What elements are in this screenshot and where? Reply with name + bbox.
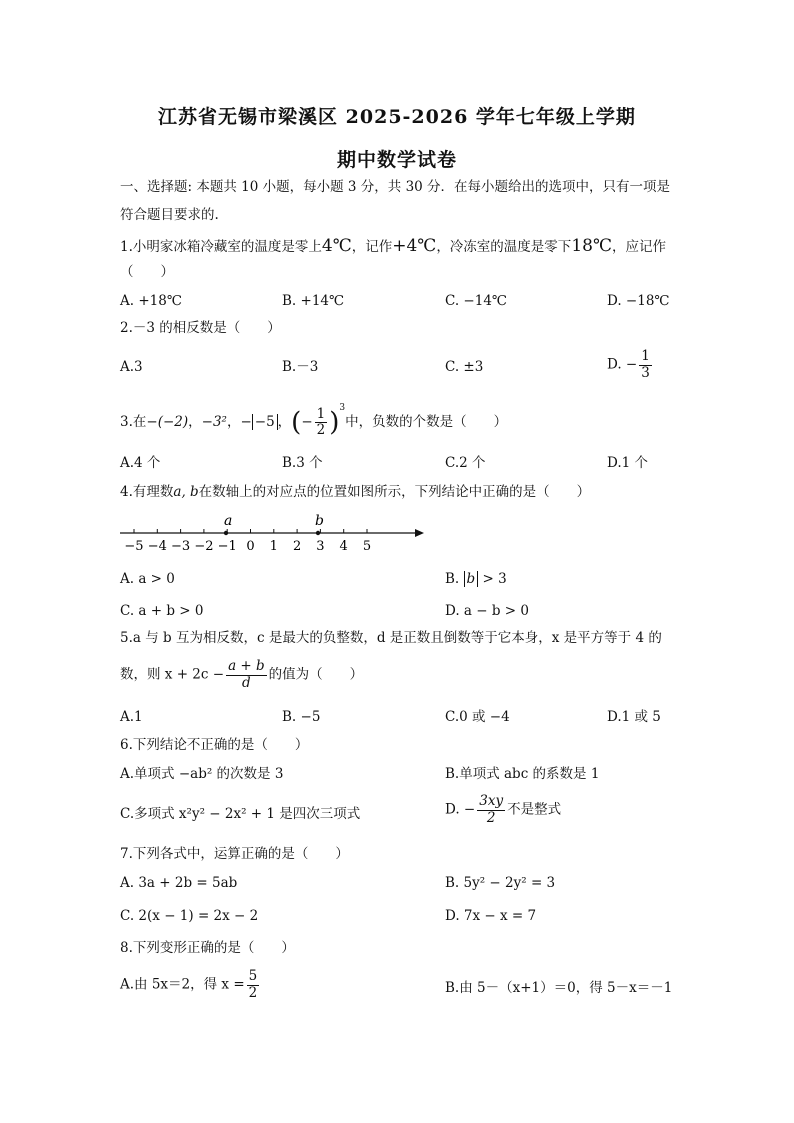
tick-label: 4 bbox=[339, 539, 348, 554]
q2-option-c[interactable]: C. ±3 bbox=[445, 359, 484, 375]
fraction-numerator: 3xy bbox=[479, 793, 504, 809]
q5-option-c[interactable]: C.0 或 −4 bbox=[445, 709, 510, 725]
q3-option-a[interactable]: A.4 个 bbox=[120, 455, 161, 471]
q4-part2: 在数轴上的对应点的位置如图所示，下列结论中正确的是（ ） bbox=[198, 484, 591, 500]
q4-option-d[interactable]: D. a − b > 0 bbox=[445, 603, 529, 619]
q2-option-a[interactable]: A.3 bbox=[120, 359, 143, 375]
q4-option-b[interactable] bbox=[445, 573, 507, 587]
q5-expression-prefix: 数，则 x + 2c − bbox=[120, 666, 225, 683]
q3-expr4-exponent: 3 bbox=[339, 403, 346, 413]
q3-expr3-abs: −5 bbox=[252, 414, 278, 430]
tick-label: 3 bbox=[316, 539, 325, 554]
q6-option-d-prefix: D. − bbox=[445, 801, 476, 818]
section-instructions-line1: 一、选择题: 本题共 10 小题，每小题 3 分，共 30 分．在每小题给出的选项中，只有一项是 bbox=[120, 179, 671, 195]
q6-option-a[interactable]: A.单项式 −ab² 的次数是 3 bbox=[120, 766, 284, 782]
q3-part1: 3.在 bbox=[120, 414, 147, 430]
q5-clause-c: c 是最大的负整数， bbox=[256, 630, 377, 646]
q1-option-c[interactable]: C. −14℃ bbox=[445, 293, 508, 309]
fraction-numerator: 1 bbox=[641, 348, 650, 364]
q1-part1: 1.小明家冰箱冷藏室的温度是零上 bbox=[120, 239, 322, 255]
q3-part2: 中，负数的个数是（ ） bbox=[345, 414, 508, 430]
q1-part4: ，应记作 bbox=[611, 239, 666, 255]
q3-sep2: ， bbox=[226, 414, 241, 430]
q4-part1: 4.有理数 bbox=[120, 484, 174, 500]
page-title: 江苏省无锡市梁溪区 2025-2026 学年七年级上学期 bbox=[158, 106, 636, 128]
question-1-stem bbox=[120, 238, 666, 255]
section-instructions-line2: 符合题目要求的. bbox=[120, 207, 219, 223]
q5-clause-d: d 是正数且倒数等于它本身， bbox=[376, 630, 552, 646]
q3-expr3-sign: − bbox=[240, 414, 252, 430]
question-5-line1 bbox=[120, 632, 662, 646]
q5-expression-suffix: 的值为（ ） bbox=[268, 666, 364, 683]
page-subtitle: 期中数学试卷 bbox=[336, 149, 457, 171]
question-4-stem bbox=[120, 486, 590, 500]
number-line-figure bbox=[115, 508, 425, 558]
question-7-stem: 7.下列各式中，运算正确的是（ ） bbox=[120, 846, 349, 862]
q3-expr2: −3² bbox=[201, 414, 227, 430]
q1-option-a[interactable]: A. +18℃ bbox=[120, 293, 182, 309]
q6-option-c[interactable]: C.多项式 x²y² − 2x² + 1 是四次三项式 bbox=[120, 806, 361, 822]
q8-option-a-fraction bbox=[247, 970, 260, 1000]
fraction-denominator: 3 bbox=[641, 364, 650, 381]
q4-option-b-suffix: > 3 bbox=[478, 571, 507, 587]
question-8-stem: 8.下列变形正确的是（ ） bbox=[120, 940, 295, 956]
fraction-denominator: 2 bbox=[486, 809, 496, 826]
q1-temp1: 4℃ bbox=[321, 236, 352, 256]
q3-expr4-fraction bbox=[315, 405, 328, 438]
fraction-numerator: 1 bbox=[316, 405, 326, 422]
q5-number: 5. bbox=[120, 630, 133, 646]
q1-temp3: 18℃ bbox=[571, 236, 612, 256]
q3-sep3: ， bbox=[277, 414, 292, 430]
q5-option-a[interactable]: A.1 bbox=[120, 709, 143, 725]
question-2-stem: 2.－3 的相反数是（ ） bbox=[120, 320, 281, 336]
question-3-stem: 3.在−(−2)，−3²，− −5 ，(− $\frac{1}{2}$ )$^3$中，负数的个数是（ ） bbox=[120, 403, 508, 438]
q1-option-d[interactable]: D. −18℃ bbox=[607, 293, 670, 309]
q6-option-d[interactable] bbox=[445, 795, 561, 825]
point-b-label: b bbox=[315, 513, 324, 529]
q5-clause-a: a 与 b 互为相反数， bbox=[132, 630, 257, 646]
q1-option-b[interactable]: B. +14℃ bbox=[282, 293, 345, 309]
question-6-stem: 6.下列结论不正确的是（ ） bbox=[120, 737, 309, 753]
q3-left-paren: ( bbox=[291, 407, 302, 438]
q3-right-paren: ) bbox=[329, 407, 340, 438]
tick-label: −4 bbox=[147, 539, 167, 554]
q3-option-b[interactable]: B.3 个 bbox=[282, 455, 323, 471]
q5-clause-x: x 是平方等于 4 的 bbox=[551, 630, 662, 646]
number-line-arrow bbox=[415, 529, 424, 537]
q5-option-d[interactable]: D.1 或 5 bbox=[607, 709, 661, 725]
q7-option-b[interactable]: B. 5y² − 2y² = 3 bbox=[445, 875, 556, 891]
q5-fraction bbox=[226, 660, 267, 690]
fraction-numerator: 5 bbox=[248, 968, 258, 984]
q1-part2: ，记作 bbox=[351, 239, 393, 255]
fraction-numerator: a + b bbox=[228, 658, 265, 674]
point-a-label: a bbox=[224, 513, 233, 529]
q8-option-a-prefix: A.由 5x＝2，得 x = bbox=[120, 976, 245, 993]
q4-option-a[interactable]: A. a > 0 bbox=[120, 571, 175, 587]
q3-option-d[interactable]: D.1 个 bbox=[607, 455, 649, 471]
q1-temp2: +4℃ bbox=[392, 236, 437, 256]
q8-option-a[interactable] bbox=[120, 970, 261, 1000]
point-a bbox=[224, 531, 228, 535]
tick-label: 1 bbox=[269, 539, 278, 554]
q1-part3: ，冷冻室的温度是零下 bbox=[436, 239, 572, 255]
question-1-paren: （ ） bbox=[120, 264, 174, 280]
tick-label: 5 bbox=[362, 539, 372, 554]
q6-option-d-fraction bbox=[477, 795, 505, 825]
tick-label: −3 bbox=[171, 539, 191, 554]
q5-option-b[interactable]: B. −5 bbox=[282, 709, 321, 725]
q6-option-d-suffix: 不是整式 bbox=[507, 801, 562, 818]
fraction-denominator: 2 bbox=[316, 422, 326, 438]
tick-label: −1 bbox=[217, 539, 237, 554]
q7-option-a[interactable]: A. 3a + 2b = 5ab bbox=[120, 875, 238, 891]
tick-label: −5 bbox=[124, 539, 144, 554]
q2-option-d-prefix: D. − bbox=[607, 356, 638, 373]
point-b bbox=[316, 531, 320, 535]
q6-option-b[interactable]: B.单项式 abc 的系数是 1 bbox=[445, 766, 600, 782]
q3-sep1: ， bbox=[188, 414, 202, 430]
q2-option-b[interactable]: B.－3 bbox=[282, 359, 319, 375]
q4-option-b-abs: b bbox=[464, 571, 479, 587]
tick-label: −2 bbox=[194, 539, 214, 554]
q4-option-c[interactable]: C. a + b > 0 bbox=[120, 603, 204, 619]
q4-option-b-prefix: B. bbox=[445, 571, 464, 587]
question-5-line2 bbox=[120, 660, 363, 690]
q7-option-c[interactable]: C. 2(x − 1) = 2x − 2 bbox=[120, 908, 259, 924]
q8-option-b[interactable]: B.由 5－（x+1）＝0，得 5－x＝－1 bbox=[445, 980, 673, 996]
q7-option-d[interactable]: D. 7x − x = 7 bbox=[445, 908, 537, 924]
q4-vars: a, b bbox=[173, 484, 199, 500]
fraction-denominator: 2 bbox=[248, 984, 258, 1001]
q2-option-d[interactable] bbox=[607, 350, 654, 380]
tick-label: 0 bbox=[246, 539, 255, 554]
q3-expr1: −(−2) bbox=[146, 414, 189, 430]
q2-option-d-fraction bbox=[639, 350, 652, 380]
q3-option-c[interactable]: C.2 个 bbox=[445, 455, 486, 471]
fraction-denominator: d bbox=[242, 674, 251, 691]
tick-label: 2 bbox=[292, 539, 302, 554]
